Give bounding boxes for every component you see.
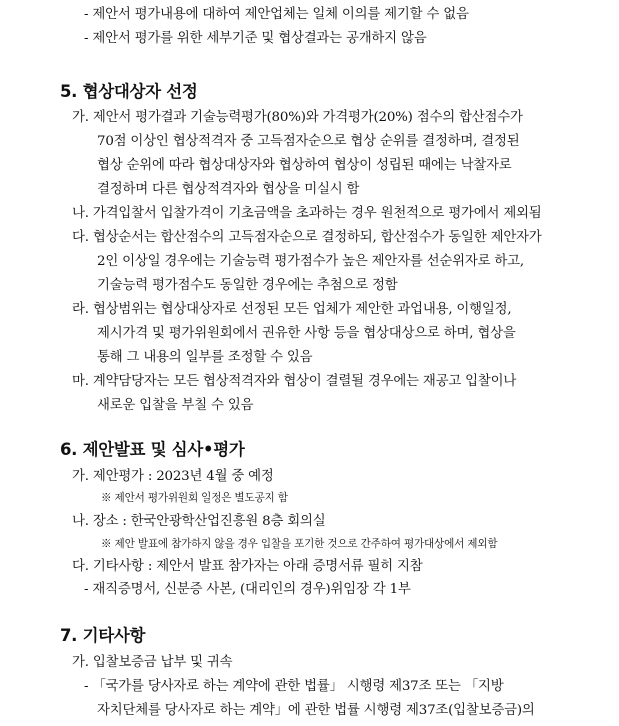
item-marker: 라. [72,302,89,317]
bullet-7-ga-line-2: 자치단체를 당사자로 하는 계약」에 관한 법률 시행령 제37조(입찰보증금)의 [97,703,535,718]
item-text: 협상순서는 합산점수의 고득점자순으로 결정하되, 합산점수가 동일한 제안자가 [92,230,542,245]
item-5-na-line-1 [72,206,542,222]
bullet-evaluation-objection: - 제안서 평가내용에 대하여 제안업체는 일체 이의를 제기할 수 없음 [84,7,469,22]
section-5-heading: 5. 협상대상자 선정 [60,82,198,101]
item-5-da-line-1 [72,230,542,246]
item-6-ga: 가. 제안평가 : 2023년 4월 중 예정 [72,469,274,484]
item-6-na: 나. 장소 : 한국안광학산업진흥원 8층 회의실 [72,514,326,529]
bullet-6-da: - 재직증명서, 신분증 사본, (대리인의 경우)위임장 각 1부 [84,582,411,597]
item-5-ma-line-1 [72,374,516,390]
item-marker: 가. [72,110,89,125]
item-5-ga-line-4: 결정하며 다른 협상적격자와 협상을 미실시 함 [97,182,360,197]
item-7-ga: 가. 입찰보증금 납부 및 귀속 [72,655,233,670]
item-5-ga-line-3: 협상 순위에 따라 협상대상자와 협상하여 협상이 성립된 때에는 낙찰자로 [97,158,512,173]
item-5-ra-line-3: 통해 그 내용의 일부를 조정할 수 있음 [97,350,313,365]
item-5-da-line-2: 2인 이상일 경우에는 기술능력 평가점수가 높은 제안자를 선순위자로 하고, [97,254,524,269]
item-5-da-line-3: 기술능력 평가점수도 동일한 경우에는 추첨으로 정함 [97,278,398,293]
item-5-ma-line-2: 새로운 입찰을 부칠 수 있음 [97,398,254,413]
item-marker: 나. [72,206,89,221]
bullet-7-ga-line-1: - 「국가를 당사자로 하는 계약에 관한 법률」 시행령 제37조 또는 「지방 [84,679,504,694]
section-7-heading: 7. 기타사항 [60,626,146,645]
item-text: 제안서 평가결과 기술능력평가(80%)와 가격평가(20%) 점수의 합산점수가 [92,110,523,125]
item-marker: 다. [72,230,89,245]
item-text: 협상범위는 협상대상자로 선정된 모든 업체가 제안한 과업내용, 이행일정, [92,302,512,317]
item-5-ga-line-1 [72,110,523,126]
item-5-ga-line-2: 70점 이상인 협상적격자 중 고득점자순으로 협상 순위를 결정하며, 결정된 [97,134,520,149]
item-5-ra-line-2: 제시가격 및 평가위원회에서 권유한 사항 등을 협상대상으로 하며, 협상을 [97,326,516,341]
item-6-da: 다. 기타사항 : 제안서 발표 참가자는 아래 증명서류 필히 지참 [72,559,423,574]
item-text: 계약담당자는 모든 협상적격자와 협상이 결렬될 경우에는 재공고 입찰이나 [92,374,517,389]
item-5-ra-line-1 [72,302,511,318]
item-text: 가격입찰서 입찰가격이 기초금액을 초과하는 경우 원천적으로 평가에서 제외됨 [92,206,542,221]
note-6-na: ※ 제안 발표에 참가하지 않을 경우 입찰을 포기한 것으로 간주하여 평가대상에서 제외함 [101,538,498,550]
item-marker: 마. [72,374,89,389]
note-6-ga: ※ 제안서 평가위원회 일정은 별도공지 함 [101,492,288,504]
section-6-heading: 6. 제안발표 및 심사•평가 [60,440,245,459]
bullet-evaluation-nondisclosure: - 제안서 평가를 위한 세부기준 및 협상결과는 공개하지 않음 [84,31,427,46]
